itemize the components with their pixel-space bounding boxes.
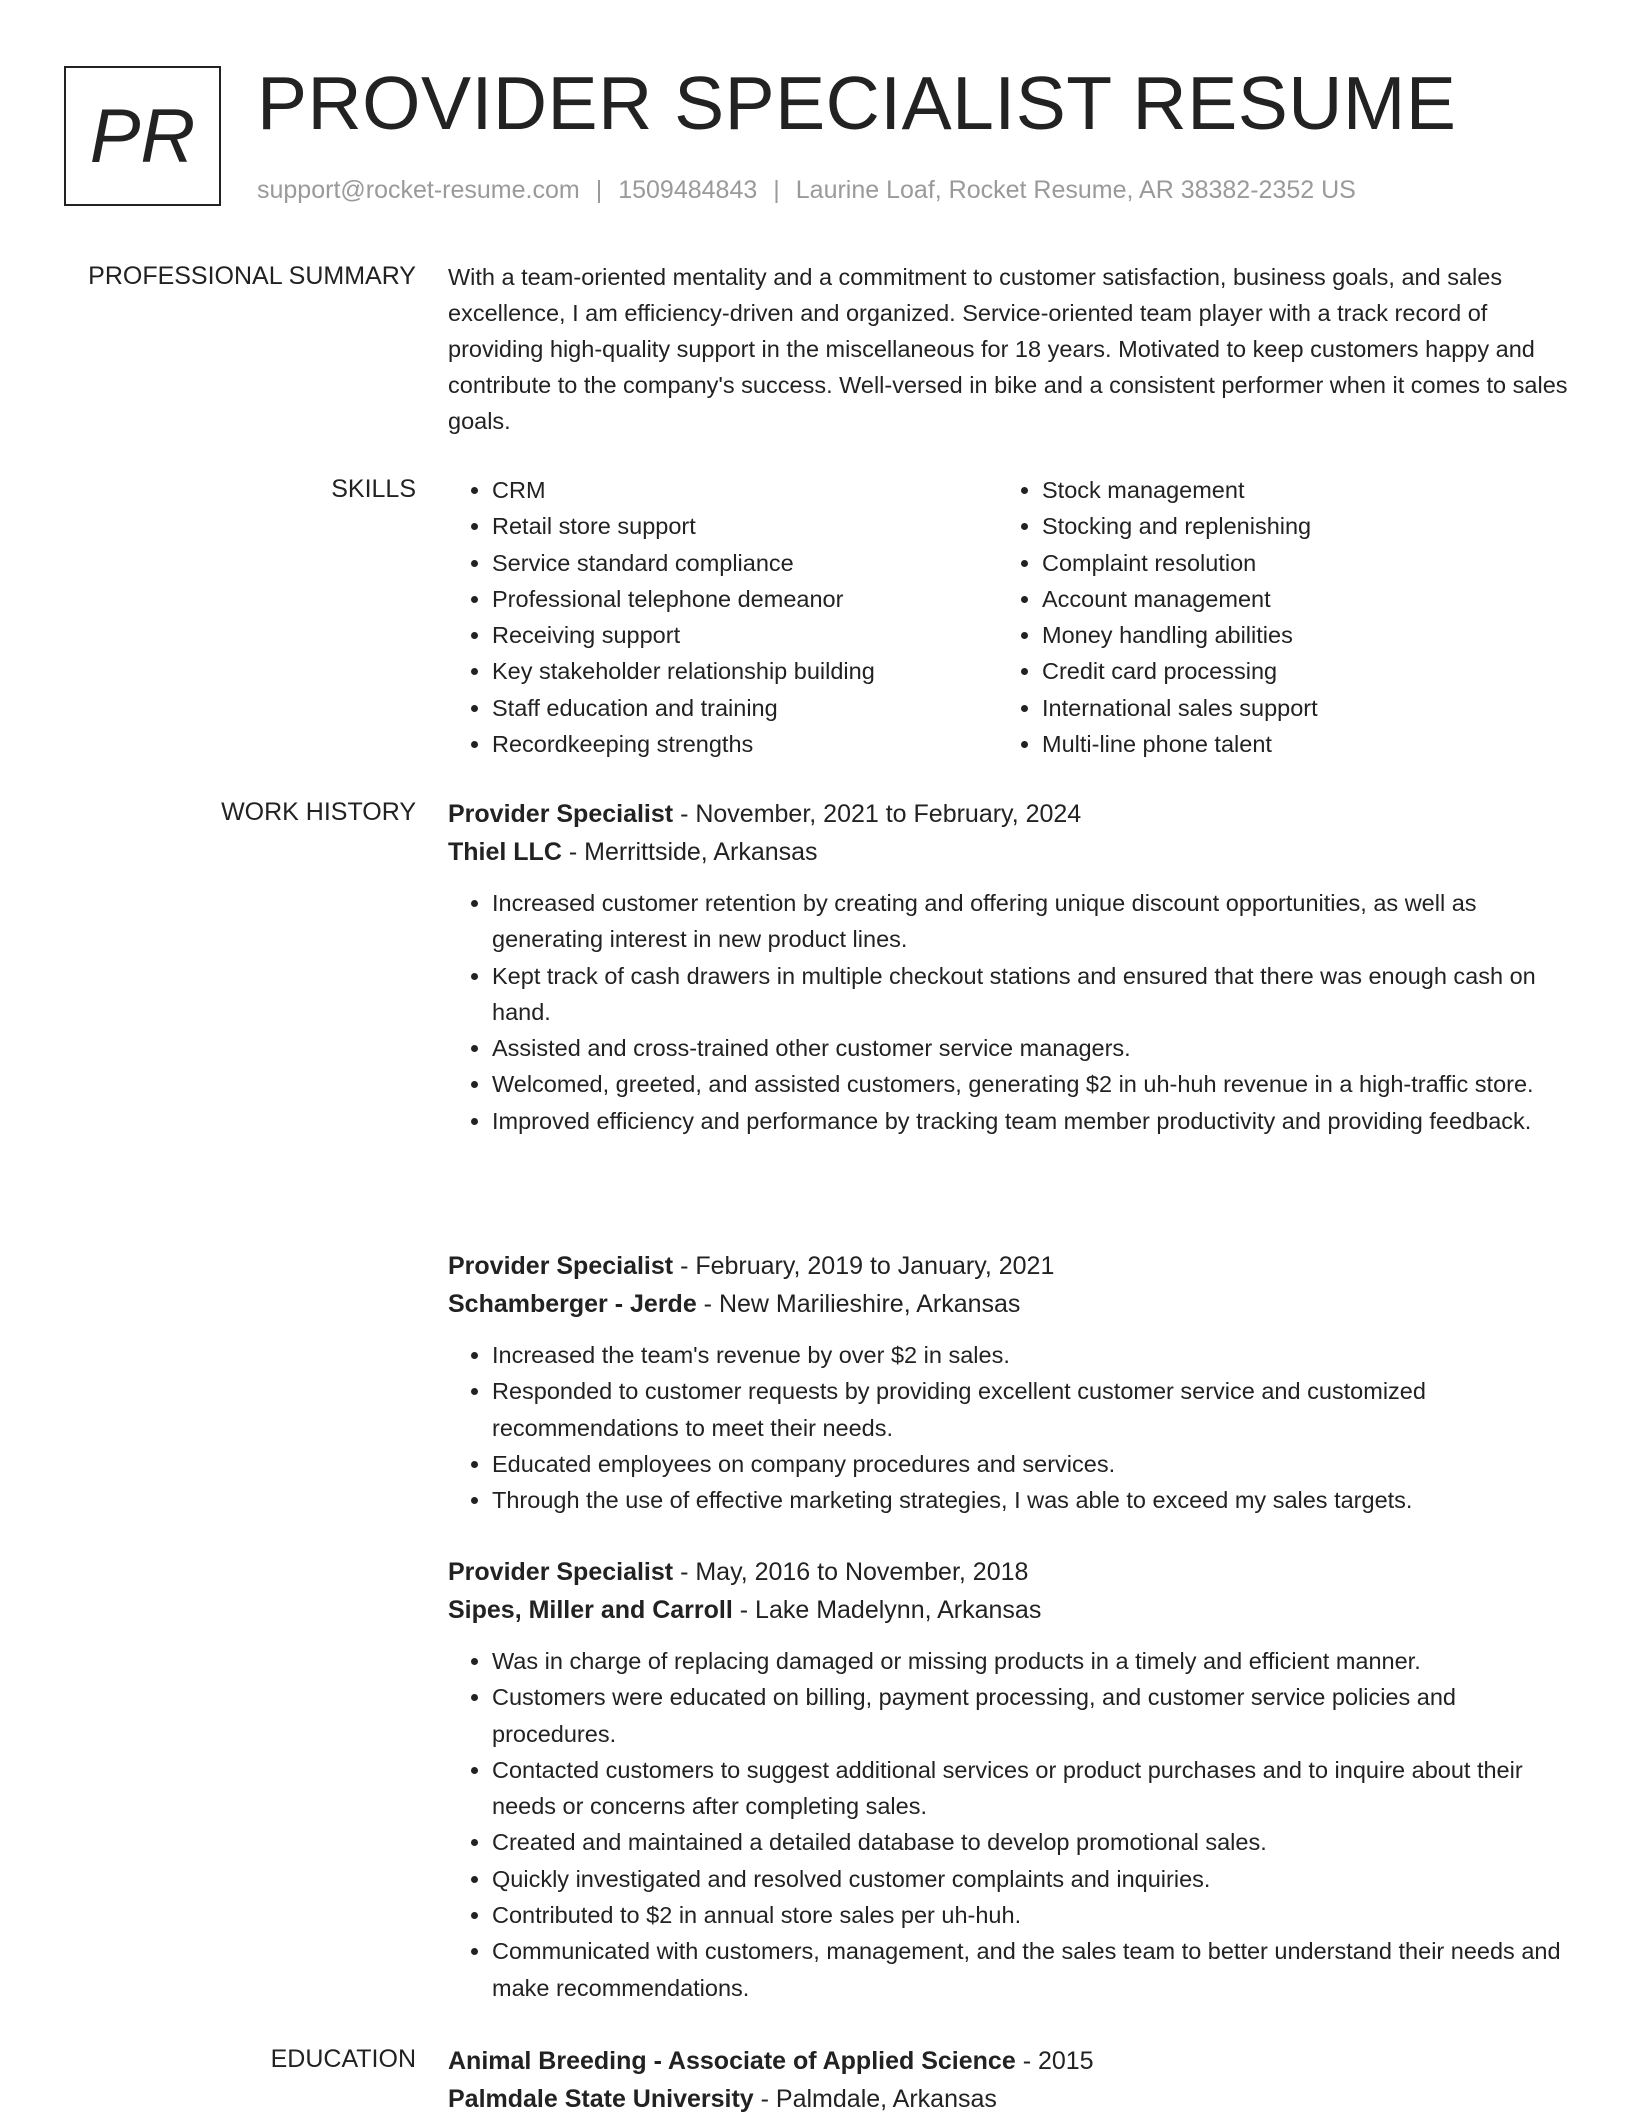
job-entry xyxy=(448,1553,1568,2006)
skill-item: • Stock management xyxy=(1042,472,1318,508)
education-heading xyxy=(448,2042,1568,2080)
job-title: Provider Specialist xyxy=(448,800,674,828)
summary-text: With a team-oriented mentality and a commitment to customer satisfaction, business goals, and sales excellence, I am efficiency-driven and organized. Service-oriented team player with a track record of providing high-quality support in the miscellaneous for 18 years. Motivated to keep customers happy and contribute to the company's success. Well-versed in bike and a consistent performer when it comes to sales goals. xyxy=(448,264,1568,434)
job-bullet: • Increased the team's revenue by over $2 in sales. xyxy=(492,1337,1568,1373)
skill-item: • Stocking and replenishing xyxy=(1042,508,1318,544)
job-heading xyxy=(448,795,1568,833)
job-company: Sipes, Miller and Carroll xyxy=(448,1596,733,1624)
contact-separator: | xyxy=(773,176,780,204)
skill-item: • Staff education and training xyxy=(492,690,998,726)
skill-item: • Credit card processing xyxy=(1042,653,1318,689)
section-label-skills: SKILLS xyxy=(331,475,416,503)
education-degree: Animal Breeding - Associate of Applied Science xyxy=(448,2047,1016,2075)
job-dates: - May, 2016 to November, 2018 xyxy=(680,1558,1029,1586)
job-heading xyxy=(448,1553,1568,1591)
job-entry xyxy=(448,1247,1568,1518)
job-location: - Merrittside, Arkansas xyxy=(568,838,818,866)
job-bullet: • Kept track of cash drawers in multiple checkout stations and ensured that there was enough cash on hand. xyxy=(492,958,1568,1031)
section-label-education: EDUCATION xyxy=(270,2045,416,2073)
job-bullet: • Contacted customers to suggest additional services or product purchases and to inquire about their needs or concerns after completing sales. xyxy=(492,1752,1568,1825)
skill-item: • Key stakeholder relationship building xyxy=(492,653,998,689)
skill-item: • Service standard compliance xyxy=(492,545,998,581)
job-bullets xyxy=(448,1337,1568,1518)
skill-item: • Recordkeeping strengths xyxy=(492,726,998,762)
job-bullet: • Customers were educated on billing, payment processing, and customer service policies and procedures. xyxy=(492,1679,1568,1752)
education-school: Palmdale State University xyxy=(448,2085,754,2113)
contact-address: Laurine Loaf, Rocket Resume, AR 38382-2352 US xyxy=(795,176,1356,204)
monogram-badge: PR xyxy=(64,66,221,206)
job-bullet: • Assisted and cross-trained other customer service managers. xyxy=(492,1030,1568,1066)
job-bullet: • Was in charge of replacing damaged or missing products in a timely and efficient manner. xyxy=(492,1643,1568,1679)
skill-item: • International sales support xyxy=(1042,690,1318,726)
contact-line xyxy=(257,173,1356,207)
skill-item: • Complaint resolution xyxy=(1042,545,1318,581)
education-year: - 2015 xyxy=(1022,2047,1094,2075)
skill-item: • Multi-line phone talent xyxy=(1042,726,1318,762)
skill-item: • Retail store support xyxy=(492,508,998,544)
section-label-summary: PROFESSIONAL SUMMARY xyxy=(88,262,416,290)
skills-list-left xyxy=(448,472,998,762)
job-location: - Lake Madelynn, Arkansas xyxy=(739,1596,1042,1624)
job-location: - New Marilieshire, Arkansas xyxy=(703,1290,1021,1318)
skill-item: • Account management xyxy=(1042,581,1318,617)
job-bullet: • Responded to customer requests by providing excellent customer service and customized recommendations to meet their needs. xyxy=(492,1373,1568,1446)
skill-item: • Money handling abilities xyxy=(1042,617,1318,653)
job-entry xyxy=(448,795,1568,1139)
job-bullet: • Educated employees on company procedures and services. xyxy=(492,1446,1568,1482)
job-dates: - February, 2019 to January, 2021 xyxy=(680,1252,1055,1280)
contact-email[interactable]: support@rocket-resume.com xyxy=(257,176,580,204)
job-bullet: • Welcomed, greeted, and assisted customers, generating $2 in uh-huh revenue in a high-traffic store. xyxy=(492,1066,1568,1102)
job-bullet: • Communicated with customers, management, and the sales team to better understand their needs and make recommendations. xyxy=(492,1933,1568,2006)
job-title: Provider Specialist xyxy=(448,1252,674,1280)
job-bullet: • Quickly investigated and resolved customer complaints and inquiries. xyxy=(492,1861,1568,1897)
job-bullets xyxy=(448,885,1568,1139)
job-employer xyxy=(448,1285,1568,1323)
skill-item: • CRM xyxy=(492,472,998,508)
job-company: Schamberger - Jerde xyxy=(448,1290,697,1318)
contact-phone[interactable]: 1509484843 xyxy=(618,176,758,204)
contact-separator: | xyxy=(595,176,603,204)
job-company: Thiel LLC xyxy=(448,838,562,866)
job-bullet: • Improved efficiency and performance by tracking team member productivity and providing feedback. xyxy=(492,1103,1568,1139)
job-bullet: • Increased customer retention by creating and offering unique discount opportunities, as well as generating interest in new product lines. xyxy=(492,885,1568,958)
resume-title: PROVIDER SPECIALIST RESUME xyxy=(257,61,1457,145)
education-school-line xyxy=(448,2080,1568,2118)
job-employer xyxy=(448,1591,1568,1629)
job-bullet: • Through the use of effective marketing strategies, I was able to exceed my sales targets. xyxy=(492,1482,1568,1518)
job-bullet: • Created and maintained a detailed database to develop promotional sales. xyxy=(492,1824,1568,1860)
skill-item: • Professional telephone demeanor xyxy=(492,581,998,617)
job-employer xyxy=(448,833,1568,871)
job-bullets xyxy=(448,1643,1568,2006)
education-location: - Palmdale, Arkansas xyxy=(760,2085,997,2113)
job-heading xyxy=(448,1247,1568,1285)
job-title: Provider Specialist xyxy=(448,1558,674,1586)
skills-list-right xyxy=(998,472,1318,762)
section-label-work: WORK HISTORY xyxy=(221,798,416,826)
job-bullet: • Contributed to $2 in annual store sales per uh-huh. xyxy=(492,1897,1568,1933)
skill-item: • Receiving support xyxy=(492,617,998,653)
job-dates: - November, 2021 to February, 2024 xyxy=(680,800,1082,828)
